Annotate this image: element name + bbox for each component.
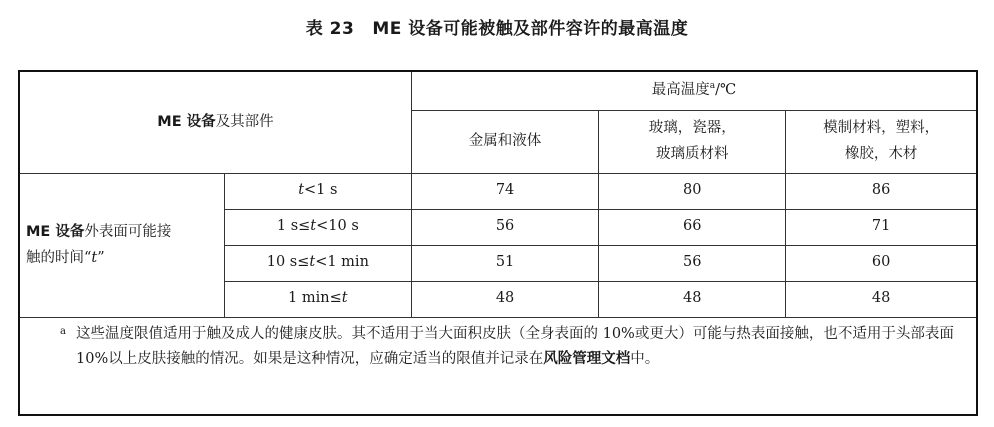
- time-range-cell: 1 s≤t<10 s: [224, 209, 411, 245]
- row-group-label-close: ”: [97, 250, 105, 266]
- value-cell: 48: [411, 281, 598, 317]
- column-header-plastic: [786, 110, 976, 173]
- footnote-bold-term: 风险管理文档: [543, 350, 631, 367]
- time-range-cell: 10 s≤t<1 min: [224, 245, 411, 281]
- column-header-plastic-line1: 模制材料，塑料，: [823, 120, 940, 137]
- column-header-glass: [599, 110, 786, 173]
- footnote: [20, 318, 976, 377]
- footnote-end: 中。: [630, 350, 660, 367]
- max-temp-footnote-mark: a: [709, 81, 716, 92]
- value-cell: 71: [786, 209, 976, 245]
- value-cell: 48: [786, 281, 976, 317]
- column-header-metal-text: 金属和液体: [468, 132, 542, 149]
- row-group-label-rest1: 外表面可能接: [84, 223, 172, 240]
- max-temp-unit: /℃: [715, 82, 737, 99]
- footnote-text: 这些温度限值适用于触及成人的健康皮肤。其不适用于当大面积皮肤（全身表面的 10%或更大）可能与热表面接触，也不适用于头部表面 10%以上皮肤接触的情况。如果是这种情况，应确定适当的限值并记录在: [76, 325, 954, 367]
- column-header-glass-line2: 玻璃质材料: [655, 145, 729, 162]
- row-group-label-rest2: 触的时间“: [26, 250, 92, 266]
- max-temp-label: 最高温度: [651, 82, 710, 99]
- value-cell: 48: [599, 281, 786, 317]
- table-row: [20, 173, 976, 209]
- row-group-label-var: t: [91, 250, 98, 266]
- value-cell: 56: [411, 209, 598, 245]
- column-header-glass-line1: 玻璃，瓷器，: [648, 120, 736, 137]
- table-title: ME 设备可能被触及部件容许的最高温度: [372, 19, 689, 39]
- value-cell: 74: [411, 173, 598, 209]
- row-group-label: [20, 173, 224, 317]
- header-part-bold: ME 设备: [157, 113, 216, 130]
- column-header-plastic-line2: 橡胶，木材: [844, 145, 918, 162]
- value-cell: 66: [599, 209, 786, 245]
- time-range-cell: 1 min≤t: [224, 281, 411, 317]
- footnote-mark: a: [60, 325, 66, 337]
- header-max-temp: [411, 72, 976, 110]
- time-range-cell: t<1 s: [224, 173, 411, 209]
- temperature-table: [18, 70, 978, 416]
- value-cell: 51: [411, 245, 598, 281]
- header-part-cell: [20, 72, 411, 173]
- value-cell: 60: [786, 245, 976, 281]
- footnote-cell: [20, 317, 976, 376]
- row-group-label-bold: ME 设备: [26, 223, 85, 240]
- table-number: 表 23: [305, 19, 355, 39]
- value-cell: 56: [599, 245, 786, 281]
- column-header-metal: [411, 110, 598, 173]
- table-caption: [0, 14, 994, 39]
- header-part-rest: 及其部件: [215, 113, 274, 130]
- value-cell: 80: [599, 173, 786, 209]
- value-cell: 86: [786, 173, 976, 209]
